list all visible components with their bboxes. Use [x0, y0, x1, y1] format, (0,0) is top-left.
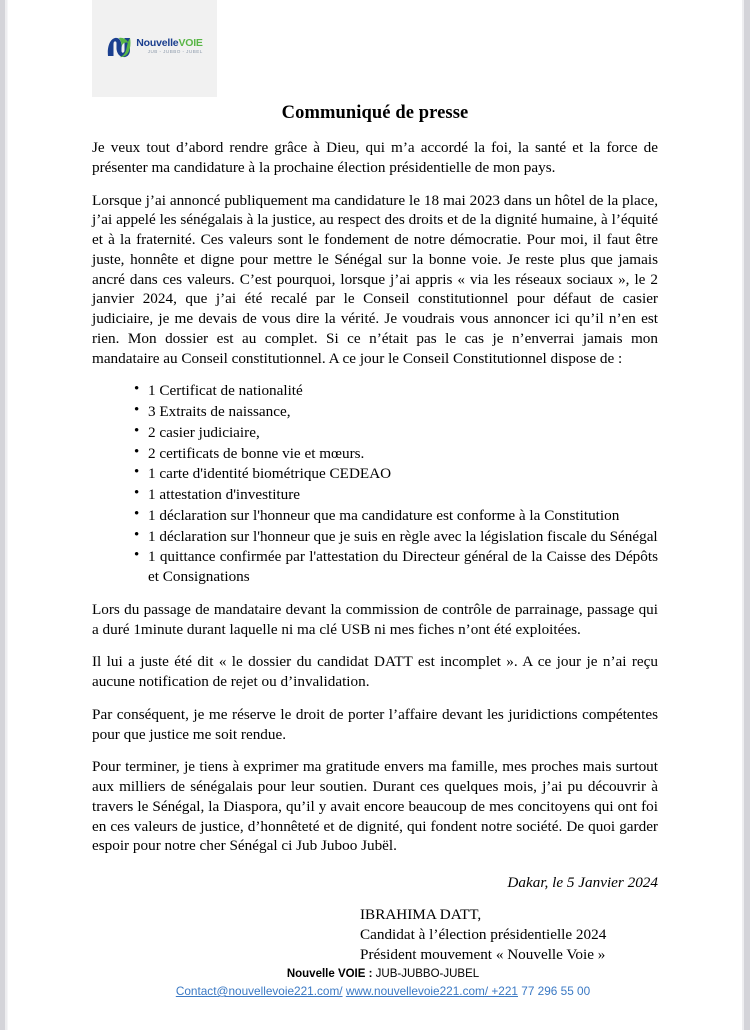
- logo-name-secondary: VOIE: [178, 36, 203, 49]
- date-line: Dakar, le 5 Janvier 2024: [507, 874, 658, 891]
- list-item: • 1 carte d'identité biométrique CEDEAO: [92, 464, 658, 484]
- email-link[interactable]: Contact@nouvellevoie221.com/: [175, 984, 343, 998]
- logo-tagline: JUB - JUBBO - JUBEL: [147, 49, 203, 55]
- footer-contact-line: [16, 984, 750, 998]
- signature-block: [360, 905, 658, 965]
- logo-name: [136, 38, 202, 49]
- phone-number: 77 296 55 00: [518, 984, 591, 998]
- document-body: [92, 97, 658, 965]
- list-item: • 1 déclaration sur l'honneur que ma candidature est conforme à la Constitution: [92, 506, 658, 526]
- nouvelle-voie-n-monogram-icon: [106, 36, 132, 58]
- footer-brand: Nouvelle VOIE :: [286, 968, 373, 980]
- page-footer: [16, 960, 750, 998]
- paragraph-mandataire: Lors du passage de mandataire devant la commission de contrôle de parrainage, passage qui a duré 1minute durant laquelle ni ma clé USB ni mes fiches n’ont été exploitées.: [92, 600, 658, 638]
- paragraph-legal-action: Par conséquent, je me réserve le droit de porter l’affaire devant les juridictions compétentes pour que justice me soit rendue.: [92, 705, 658, 743]
- documents-list: [92, 381, 658, 587]
- paragraph-intro: Je veux tout d’abord rendre grâce à Dieu, qui m’a accordé la foi, la santé et la force de présenter ma candidature à la prochaine élection présidentielle de mon pays.: [92, 139, 658, 176]
- website-link[interactable]: www.nouvellevoie221.com/ +221: [345, 984, 518, 998]
- footer-slogan: JUB-JUBBO-JUBEL: [372, 968, 480, 980]
- paragraph-announcement: Lorsque j’ai annoncé publiquement ma candidature le 18 mai 2023 dans un hôtel de la place, j’ai appelé les sénégalais à la justice, au respect des droits et de la dignité humaine, à l’équité et à la fraternité. Ces valeurs sont le fondement de notre démocratie. Pour moi, il faut être juste, honnête et digne pour mettre le Sénégal sur la bonne voie. Je reste plus que jamais ancré dans ces valeurs. C’est pourquoi, lorsque j’ai appris « via les réseaux sociaux », le 2 janvier 2024, que j’ai été recalé par le Conseil constitutionnel pour défaut de casier judiciaire, je me devais de vous dire la vérité. Je voudrais vous annoncer ici qu’il n’en est rien. Mon dossier est au complet. Si ce n’était pas le cas je n’enverrai jamais mon mandataire au Conseil constitutionnel. A ce jour le Conseil Constitutionnel dispose de :: [92, 191, 658, 367]
- list-item: • 2 certificats de bonne vie et mœurs.: [92, 444, 658, 464]
- list-item: • 1 attestation d'investiture: [92, 485, 658, 505]
- paragraph-gratitude: Pour terminer, je tiens à exprimer ma gratitude envers ma famille, mes proches mais surtout aux milliers de sénégalais pour leur soutien. Durant ces quelques mois, j’ai pu découvrir à travers le Sénégal, la Diaspora, qu’il y avait encore beaucoup de mes concitoyens qui ont foi en ces valeurs de justice, d’honnêteté et de dignité, qui fondent notre société. De quoi garder espoir pour notre cher Sénégal ci Jub Juboo Jubël.: [92, 758, 658, 855]
- signature-role: Candidat à l’élection présidentielle 2024: [360, 926, 607, 944]
- signature-title: Président mouvement « Nouvelle Voie »: [360, 946, 606, 964]
- logo-inner: [106, 36, 202, 58]
- page-title: Communiqué de presse: [281, 103, 469, 123]
- footer-brand-line: [16, 968, 750, 980]
- organization-logo: [92, 0, 217, 97]
- list-item: • 1 déclaration sur l'honneur que je suis en règle avec la législation fiscale du Sénégal: [92, 527, 658, 547]
- list-item: • 1 Certificat de nationalité: [92, 381, 658, 401]
- list-item: • 3 Extraits de naissance,: [92, 402, 658, 422]
- document-page: [8, 0, 742, 1030]
- signature-name: IBRAHIMA DATT,: [360, 906, 482, 923]
- logo-name-primary: Nouvelle: [136, 36, 179, 49]
- list-item: • 2 casier judiciaire,: [92, 423, 658, 443]
- list-item: • 1 quittance confirmée par l'attestation du Directeur général de la Caisse des Dépôts et Consignations: [92, 547, 658, 587]
- logo-wordmark: [136, 38, 202, 55]
- paragraph-incomplete-file: Il lui a juste été dit « le dossier du candidat DATT est incomplet ». A ce jour je n’ai reçu aucune notification de rejet ou d’invalidation.: [92, 653, 658, 690]
